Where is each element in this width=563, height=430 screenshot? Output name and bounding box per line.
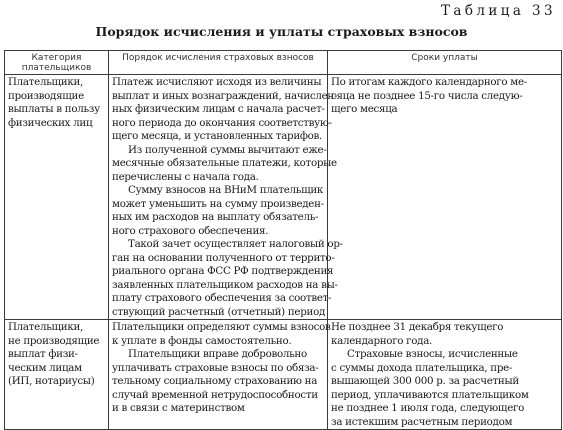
category-cell <box>5 320 109 430</box>
cell-line: календарного года. <box>331 334 433 347</box>
cell-line: (ИП, нотариусы) <box>8 375 95 387</box>
header-procedure: Порядок исчисления страховых взносов <box>109 51 328 75</box>
header-row <box>5 51 562 75</box>
cell-line: не позднее 1 июля года, следующего <box>331 402 524 414</box>
cell-line: Платеж исчисляют исходя из величины <box>112 76 322 88</box>
cell-line: вышающей 300 000 р. за расчетный <box>331 375 519 387</box>
cell-line: ных физическим лицам с начала расчет- <box>112 103 325 115</box>
cell-line: выплаты в пользу <box>8 103 100 115</box>
deadline-cell <box>328 320 562 430</box>
cell-line: случай временной нетрудоспособности <box>112 388 318 401</box>
table-number: Таблица 33 <box>441 3 556 19</box>
cell-line: за истекшим расчетным периодом <box>331 415 513 428</box>
cell-line: может уменьшить на сумму произведен- <box>112 197 324 210</box>
contributions-table <box>4 50 562 430</box>
header-deadline: Сроки уплаты <box>328 51 562 75</box>
cell-line: ческим лицам <box>8 361 82 374</box>
procedure-cell <box>109 75 343 320</box>
cell-line: месячные обязательные платежи, которые <box>112 157 337 169</box>
cell-line: Плательщики определяют суммы взносов <box>112 321 331 333</box>
cell-line: щего месяца <box>331 103 398 115</box>
cell-line: Сумму взносов на ВНиМ плательщик <box>128 184 324 196</box>
cell-line: щего месяца, и установленных тарифов. <box>112 130 323 142</box>
cell-line: ных им расходов на выплату обязатель- <box>112 211 319 223</box>
cell-line: выплат и иных вознаграждений, начислен- <box>112 89 338 102</box>
cell-line: уплачивать страховые взносы по обяза- <box>112 361 319 374</box>
cell-line: ного страхового обеспечения. <box>112 224 269 237</box>
category-cell <box>5 75 109 320</box>
cell-line: к уплате в фонды самостоятельно. <box>112 334 292 347</box>
cell-line: сяца не позднее 15-го числа следую- <box>331 89 523 102</box>
cell-line: Страховые взносы, исчисленные <box>347 348 518 360</box>
cell-line: По итогам каждого календарного ме- <box>331 76 527 88</box>
cell-line: ного периода до окончания соответствую- <box>112 116 332 129</box>
cell-line: Плательщики, <box>8 76 84 88</box>
cell-line: Не позднее 31 декабря текущего <box>331 321 504 333</box>
cell-line: не производящие <box>8 334 100 347</box>
cell-line: период, уплачиваются плательщиком <box>331 388 529 401</box>
cell-line: плату страхового обеспечения за соответ- <box>112 292 332 304</box>
table-title: Порядок исчисления и уплаты страховых взносов <box>95 24 468 39</box>
procedure-cell <box>109 320 331 430</box>
header-category: Категория плательщиков <box>5 51 109 75</box>
cell-line: ствующий расчетный (отчетный) период <box>112 305 326 318</box>
cell-line: Из полученной суммы вычитают еже- <box>128 143 327 156</box>
cell-line: с суммы дохода плательщика, пре- <box>331 361 513 374</box>
cell-line: заявленных плательщиком расходов на вы- <box>112 278 338 291</box>
cell-line: и в связи с материнством <box>112 402 245 414</box>
deadline-cell <box>328 75 562 320</box>
cell-line: выплат физи- <box>8 348 78 360</box>
cell-line: физических лиц <box>8 116 93 129</box>
cell-line: ган на основании полученного от террито- <box>112 251 335 264</box>
table-row <box>5 320 562 430</box>
cell-line: тельному социальному страхованию на <box>112 375 318 387</box>
table-row <box>5 75 562 320</box>
cell-line: производящие <box>8 89 84 102</box>
cell-line: перечислены с начала года. <box>112 170 259 183</box>
cell-line: Плательщики, <box>8 321 84 333</box>
cell-line: Плательщики вправе добровольно <box>128 348 307 360</box>
cell-line: риального органа ФСС РФ подтверждения <box>112 265 334 277</box>
cell-line: Такой зачет осуществляет налоговый ор- <box>128 238 343 250</box>
